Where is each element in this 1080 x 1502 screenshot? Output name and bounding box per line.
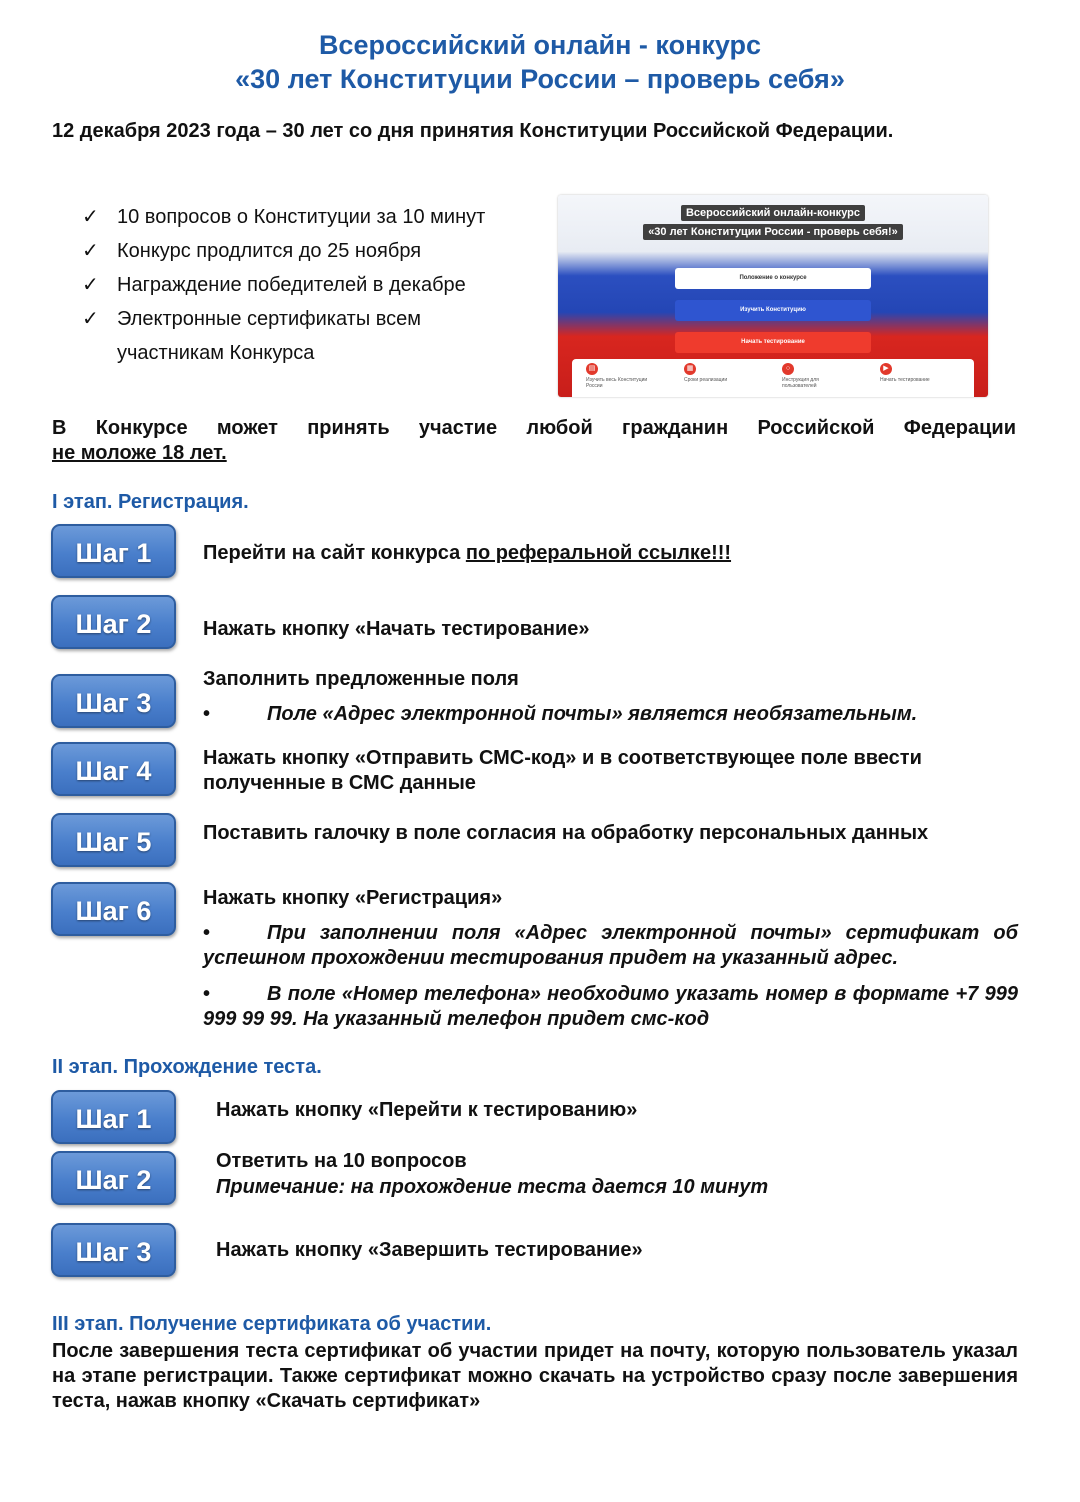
stage-1-heading: I этап. Регистрация.: [52, 491, 249, 513]
feature-item: [82, 268, 542, 302]
preview-bar-item: ○ Инструкция для пользователей: [782, 365, 819, 389]
step-button: Шаг 3: [51, 1223, 176, 1277]
step-button: Шаг 2: [51, 595, 176, 649]
step-text: Заполнить предложенные поля: [203, 668, 519, 690]
certificate-text: После завершения теста сертификат об участии придет на почту, которую пользователь указал на этапе регистрации. Также сертификат можно скачать на устройство сразу после завершения теста, нажав кнопку «Скачать сертификат»: [52, 1340, 1018, 1412]
play-icon: ▶: [880, 363, 892, 375]
calendar-icon: ▦: [684, 363, 696, 375]
check-mark-icon: ✓: [82, 308, 99, 330]
book-icon: ▤: [586, 363, 598, 375]
preview-start-button: Начать тестирование: [675, 332, 871, 353]
referral-link[interactable]: по реферальной ссылке!!!: [465, 542, 732, 564]
step-note: • При заполнении поля «Адрес электронной почты» сертификат об успешном прохождении тестирования придет на указанный адрес.: [203, 922, 1018, 969]
step-note: Примечание: на прохождение теста дается 10 минут: [216, 1176, 769, 1198]
step-note: • В поле «Номер телефона» необходимо указать номер в формате +7 999 999 99 99. На указанный телефон придет смс-код: [203, 983, 1018, 1030]
preview-title-line-2: «30 лет Конституции России - проверь себя!»: [643, 224, 903, 240]
feature-item: [82, 234, 542, 268]
check-mark-icon: ✓: [82, 274, 99, 296]
step-button: Шаг 4: [51, 742, 176, 796]
stage-2-heading: II этап. Прохождение теста.: [52, 1056, 322, 1078]
feature-text: Электронные сертификаты всем: [117, 308, 422, 330]
feature-item: [82, 200, 542, 234]
feature-text: Конкурс продлится до 25 ноября: [117, 240, 422, 262]
feature-item: [82, 302, 542, 336]
check-mark-icon: ✓: [82, 240, 99, 262]
title-line-1: Всероссийский онлайн - конкурс: [318, 30, 762, 60]
bullet-icon: •: [203, 983, 211, 1005]
preview-bar-item: ▶ Начать тестирование: [880, 365, 930, 383]
feature-item-continuation: [82, 336, 542, 370]
intro-text: 12 декабря 2023 года – 30 лет со дня принятия Конституции Российской Федерации.: [52, 120, 894, 142]
title-line-2: «30 лет Конституции России – проверь себя»: [235, 64, 845, 94]
preview-title-line-1: Всероссийский онлайн-конкурс: [681, 205, 865, 221]
check-mark-icon: ✓: [82, 206, 99, 228]
step-text: Поставить галочку в поле согласия на обработку персональных данных: [203, 822, 929, 844]
eligibility-line-2: не моложе 18 лет.: [52, 442, 227, 464]
step-button: Шаг 2: [51, 1151, 176, 1205]
step-button: Шаг 1: [51, 524, 176, 578]
step-text: Нажать кнопку «Завершить тестирование»: [216, 1239, 643, 1261]
preview-bar-item: ▦ Сроки реализации: [684, 365, 728, 383]
stage-3-heading: III этап. Получение сертификата об участии.: [52, 1313, 492, 1335]
preview-title: [558, 203, 988, 241]
preview-rules-button: Положение о конкурсе: [675, 268, 871, 289]
step-text: Нажать кнопку «Регистрация»: [203, 887, 503, 909]
feature-list: [82, 200, 542, 370]
preview-study-button: Изучить Конституцию: [675, 300, 871, 321]
website-preview-image: [558, 195, 988, 397]
feature-text: 10 вопросов о Конституции за 10 минут: [117, 206, 486, 228]
step-text: Перейти на сайт конкурса по реферальной ссылке!!!: [203, 542, 732, 564]
step-button: Шаг 3: [51, 674, 176, 728]
step-note: • Поле «Адрес электронной почты» является необязательным.: [203, 703, 918, 725]
step-text: Ответить на 10 вопросов: [216, 1150, 467, 1172]
bullet-icon: •: [203, 922, 211, 944]
step-text: Нажать кнопку «Отправить СМС-код» и в соответствующее поле ввести полученные в СМС данные: [203, 747, 922, 794]
page-title: [0, 28, 1080, 96]
feature-text: участникам Конкурса: [117, 342, 315, 364]
feature-text: Награждение победителей в декабре: [117, 274, 466, 296]
step-text: Нажать кнопку «Перейти к тестированию»: [216, 1099, 638, 1121]
eligibility-line-1: В Конкурсе может принять участие любой гражданин Российской Федерации: [52, 417, 1016, 439]
step-button: Шаг 5: [51, 813, 176, 867]
preview-bottom-bar: [572, 359, 974, 397]
bullet-icon: •: [203, 703, 211, 725]
info-icon: ○: [782, 363, 794, 375]
step-text: Нажать кнопку «Начать тестирование»: [203, 618, 590, 640]
step-button: Шаг 1: [51, 1090, 176, 1144]
step-button: Шаг 6: [51, 882, 176, 936]
preview-bar-item: ▤ Изучить весь Конституции России: [586, 365, 648, 389]
